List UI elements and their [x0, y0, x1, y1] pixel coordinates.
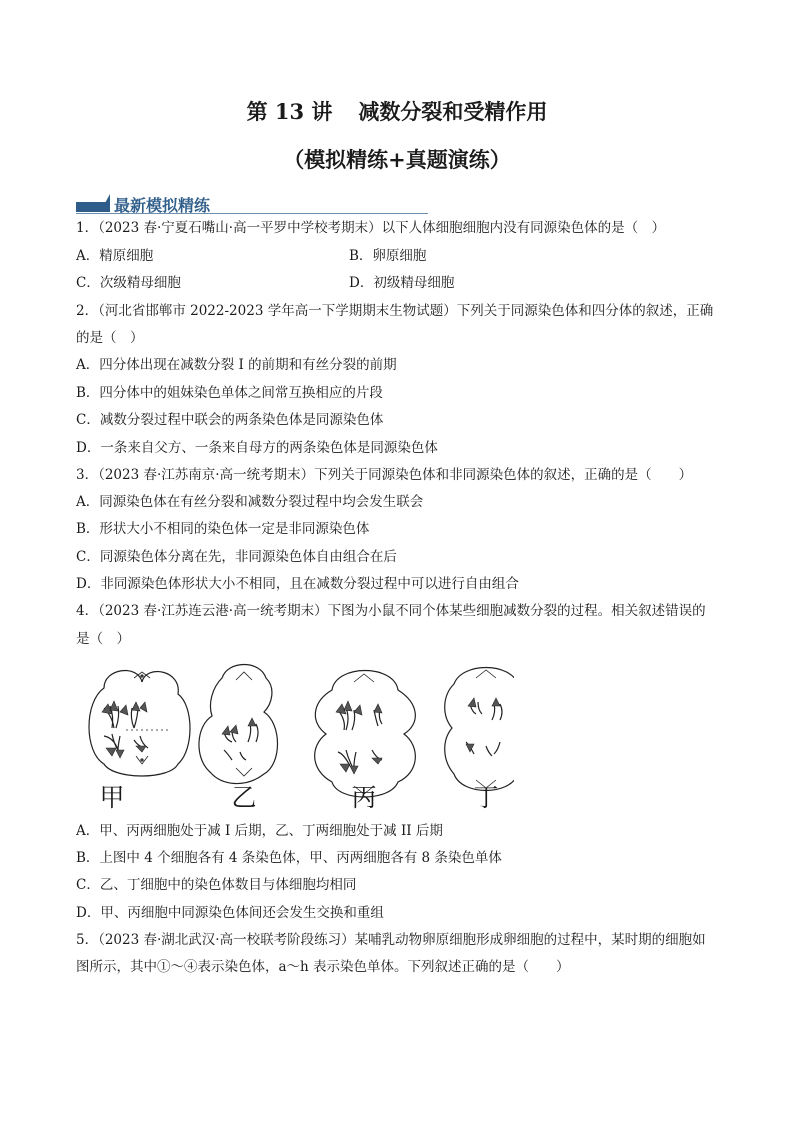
lecture-title	[0, 96, 794, 126]
question-2-stem-line-2: 的是（ ）	[76, 330, 144, 346]
question-4-option-a: A．甲、丙两细胞处于减 I 后期，乙、丁两细胞处于减 II 后期	[76, 823, 443, 839]
cell-jia-spindle-pole-bottom	[141, 759, 143, 761]
cell-yi-chromosome-bottom	[224, 750, 246, 760]
banner-triangle-decoration	[100, 194, 110, 212]
question-1-option-b: B．卵原细胞	[349, 248, 427, 264]
figure-label-bing: 丙	[351, 783, 377, 812]
lecture-subtitle: （模拟精练+真题演练）	[283, 147, 511, 172]
question-4-option-c: C．乙、丁细胞中的染色体数目与体细胞均相同	[76, 877, 357, 893]
meiosis-cells-figure	[74, 660, 514, 810]
question-3-option-b: B．形状大小不相同的染色体一定是非同源染色体	[76, 521, 370, 537]
question-4-stem-line-1: 4．（2023 春·江苏连云港·高一统考期末）下图为小鼠不同个体某些细胞减数分裂的过程。相关叙述错误的	[76, 603, 706, 619]
cell-yi-chromosome-right	[248, 724, 258, 742]
lecture-number: 第 13 讲	[246, 99, 333, 124]
question-4-stem-line-2: 是（ ）	[76, 631, 130, 647]
question-1-option-a: A．精原细胞	[76, 248, 154, 264]
cell-jia-spindle-pole-top	[141, 675, 143, 677]
section-banner	[76, 193, 428, 215]
lecture-topic: 减数分裂和受精作用	[358, 99, 548, 124]
question-2-option-b: B．四分体中的姐妹染色单体之间常互换相应的片段	[76, 385, 383, 401]
cell-ding-chromosome-top-right	[492, 704, 502, 720]
question-2-option-c: C．减数分裂过程中联会的两条染色体是同源染色体	[76, 412, 384, 428]
question-1-option-c: C．次级精母细胞	[76, 275, 181, 291]
banner-underline	[76, 213, 428, 214]
question-5-stem-line-2: 图所示，其中①～④表示染色体，a～h 表示染色单体。下列叙述正确的是（ ）	[76, 959, 570, 975]
question-4-option-d: D．甲、丙细胞中同源染色体间还会发生交换和重组	[76, 905, 384, 921]
figure-label-yi: 乙	[231, 783, 257, 812]
question-2-option-a: A．四分体出现在减数分裂 I 的前期和有丝分裂的前期	[76, 357, 397, 373]
section-label: 最新模拟精练	[114, 196, 211, 215]
question-3-option-d: D．非同源染色体形状大小不相同，且在减数分裂过程中可以进行自由组合	[76, 576, 519, 592]
question-2-option-d: D．一条来自父方、一条来自母方的两条染色体是同源染色体	[76, 440, 438, 456]
question-3-option-a: A．同源染色体在有丝分裂和减数分裂过程中均会发生联会	[76, 494, 424, 510]
question-1-stem: 1．（2023 春·宁夏石嘴山·高一平罗中学校考期末）以下人体细胞细胞内没有同源染色体的是（ ）	[76, 220, 666, 236]
question-3-option-c: C．同源染色体分离在先，非同源染色体自由组合在后	[76, 549, 397, 565]
cell-ding-outline	[445, 668, 514, 791]
question-1-option-d: D．初级精母细胞	[349, 275, 455, 291]
question-5-stem-line-1: 5．（2023 春·湖北武汉·高一校联考阶段练习）某哺乳动物卵原细胞形成卵细胞的过程中，某时期的细胞如	[76, 932, 706, 948]
question-4-option-b: B．上图中 4 个细胞各有 4 条染色体，甲、丙两细胞各有 8 条染色单体	[76, 850, 502, 866]
cell-jia-chromosome-group-3	[104, 734, 120, 750]
question-3-stem: 3．（2023 春·江苏南京·高一统考期末）下列关于同源染色体和非同源染色体的叙述，正确的是（ ）	[76, 467, 693, 483]
question-2-stem-line-1: 2．（河北省邯郸市 2022-2023 学年高一下学期期末生物试题）下列关于同源染色体和四分体的叙述，正确	[76, 303, 714, 319]
cell-bing-chromosome-group-3	[338, 750, 356, 766]
figure-label-jia: 甲	[99, 783, 125, 812]
figure-label-ding: 丁	[473, 783, 499, 812]
cell-yi-outline	[199, 665, 278, 784]
